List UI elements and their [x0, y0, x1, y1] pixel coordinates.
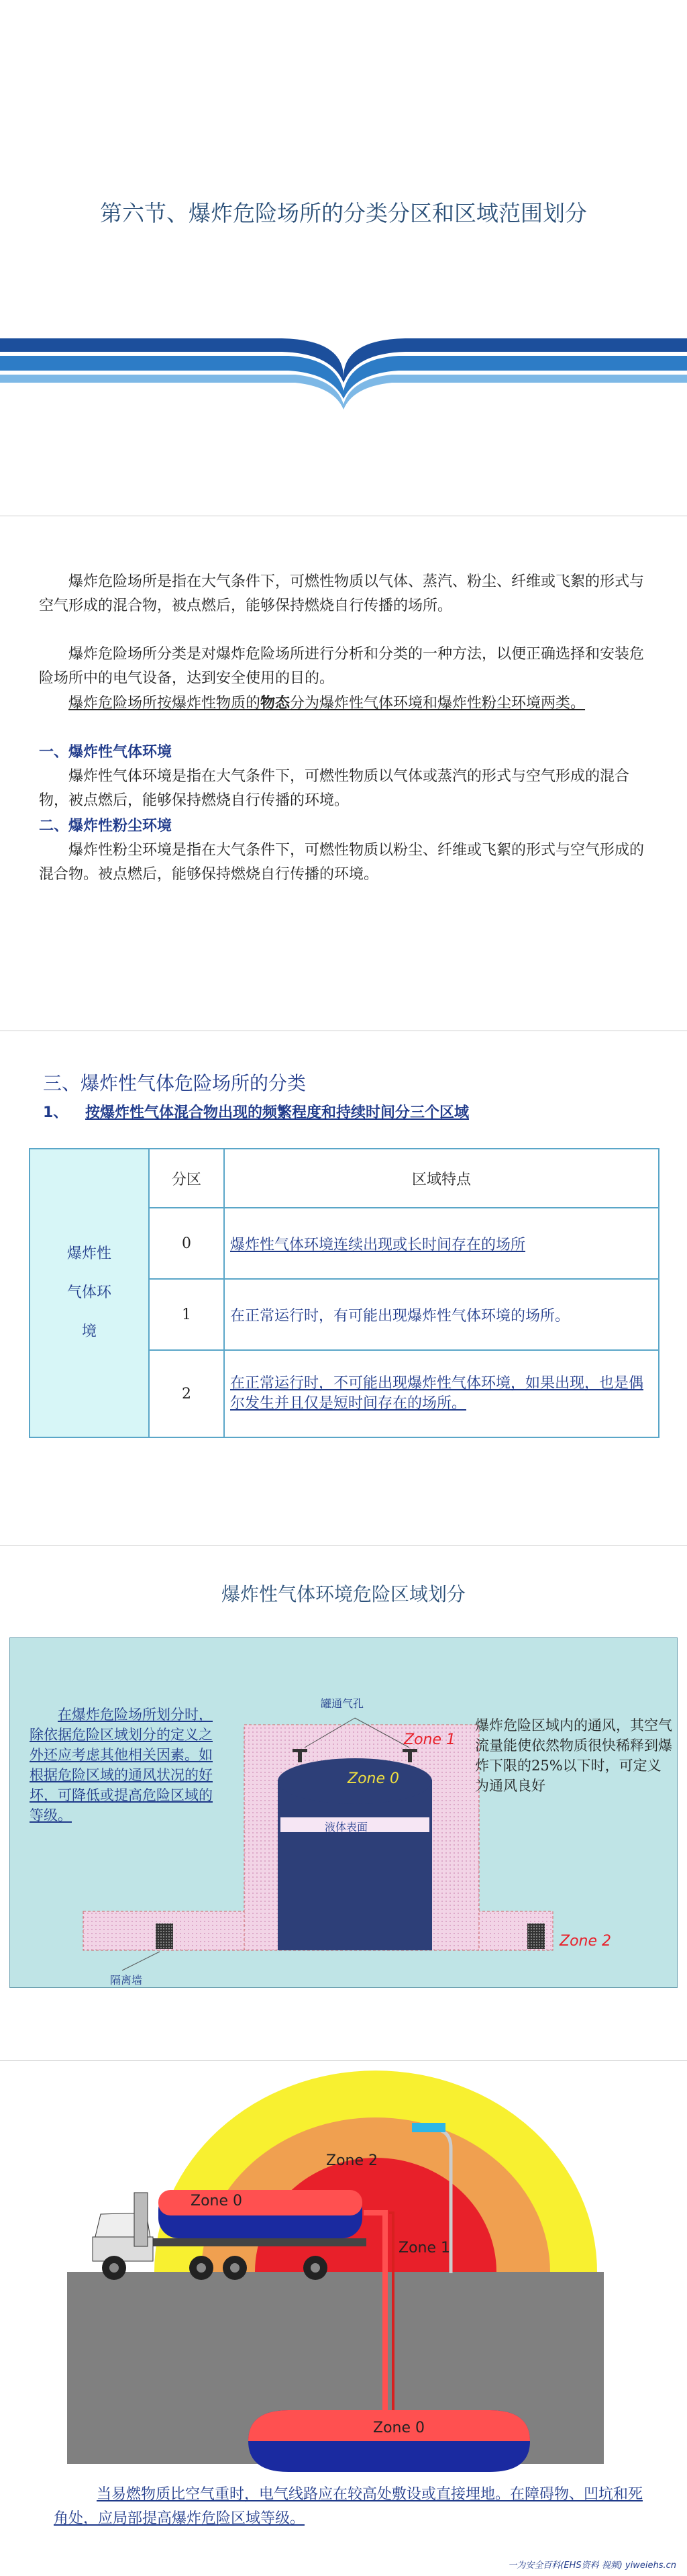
zone2-label: Zone 2	[326, 2152, 378, 2169]
definition-slide	[0, 516, 687, 1031]
paragraph-gas-environment: 爆炸性气体环境是指在大气条件下，可燃性物质以气体或蒸汽的形式与空气形成的混合物，被点燃后，能够保持燃烧自行传播的环境。	[39, 768, 630, 809]
vent-label: 罐通气孔	[321, 1697, 364, 1710]
zone-table-slide	[0, 1031, 687, 1546]
section-heading: 三、爆炸性气体危险场所的分类	[43, 1072, 307, 1094]
caption: 当易燃物质比空气重时，电气线路应在较高处敷设或直接埋地。在障碍物、凹坑和死角处，应局部提高爆炸危险区域等级。	[54, 2486, 643, 2527]
zone-description: 在正常运行时，不可能出现爆炸性气体环境，如果出现，也是偶尔发生并且仅是短时间存在的场所。	[224, 1350, 659, 1437]
zone1-label: Zone 1	[399, 2240, 450, 2256]
ventilation-note-right: 爆炸危险区域内的通风，其空气流量能使依然物质很快稀释到爆炸下限的25%以下时，可定义为通风良好	[475, 1717, 672, 1794]
tank-zone0-label: Zone 0	[373, 2420, 425, 2436]
zone0-label: Zone 0	[348, 1770, 399, 1787]
diagram-title: 爆炸性气体环境危险区域划分	[221, 1583, 466, 1605]
isolation-wall-label: 隔离墙	[110, 1974, 143, 1987]
paragraph-classification: 爆炸危险场所分类是对爆炸危险场所进行分析和分类的一种方法，以便正确选择和安装危险场所中的电气设备，达到安全使用的目的。	[39, 646, 645, 687]
state-keyword: 物态	[260, 694, 290, 712]
ventilation-note-left: 在爆炸危险场所划分时，除依据危险区域划分的定义之外还应考虑其他相关因素。如根据危险区域的通风状况的好坏，可降低或提高危险区域的等级。	[30, 1707, 213, 1823]
zone-number: 0	[149, 1208, 224, 1279]
zone-description: 爆炸性气体环境连续出现或长时间存在的场所	[224, 1208, 659, 1279]
sub-heading	[43, 1101, 469, 1122]
zone-number: 1	[149, 1279, 224, 1350]
zone2-label: Zone 2	[560, 1933, 611, 1950]
liquid-surface-label: 液体表面	[325, 1821, 368, 1833]
table-header-feature: 区域特点	[224, 1149, 659, 1208]
zone-number: 2	[149, 1350, 224, 1437]
watermark: 一为安全百科(EHS资料 视频) yiweiehs.cn	[508, 2561, 676, 2571]
book-swoosh-graphic	[0, 329, 687, 416]
table-left-label: 爆炸性气体环境	[30, 1149, 149, 1437]
state-text-a: 爆炸危险场所按爆炸性物质的	[68, 695, 261, 712]
sub-heading-text: 按爆炸性气体混合物出现的频繁程度和持续时间分三个区域	[85, 1104, 469, 1121]
zone1-label: Zone 1	[404, 1731, 456, 1748]
truck-diagram-slide	[0, 2060, 687, 2576]
zone-table	[29, 1148, 659, 1438]
sub-heading-number: 1、	[43, 1104, 68, 1121]
zone-description: 在正常运行时，有可能出现爆炸性气体环境的场所。	[224, 1279, 659, 1350]
section-title: 第六节、爆炸危险场所的分类分区和区域范围划分	[100, 200, 587, 226]
truck-zone0-label: Zone 0	[191, 2193, 242, 2209]
paragraph-state	[39, 691, 655, 716]
heading-gas-environment: 一、爆炸性气体环境	[39, 744, 172, 761]
title-slide	[0, 0, 687, 516]
heading-dust-environment: 二、爆炸性粉尘环境	[39, 818, 172, 834]
state-text-b: 分为爆炸性气体环境和爆炸性粉尘环境两类。	[290, 695, 586, 712]
zone-diagram-slide	[0, 1545, 687, 2061]
table-header-zone: 分区	[149, 1149, 224, 1208]
paragraph-definition: 爆炸危险场所是指在大气条件下，可燃性物质以气体、蒸汽、粉尘、纤维或飞絮的形式与空气形成的混合物，被点燃后，能够保持燃烧自行传播的场所。	[39, 573, 645, 614]
paragraph-dust-environment: 爆炸性粉尘环境是指在大气条件下，可燃性物质以粉尘、纤维或飞絮的形式与空气形成的混合物。被点燃后，能够保持燃烧自行传播的环境。	[39, 842, 645, 883]
